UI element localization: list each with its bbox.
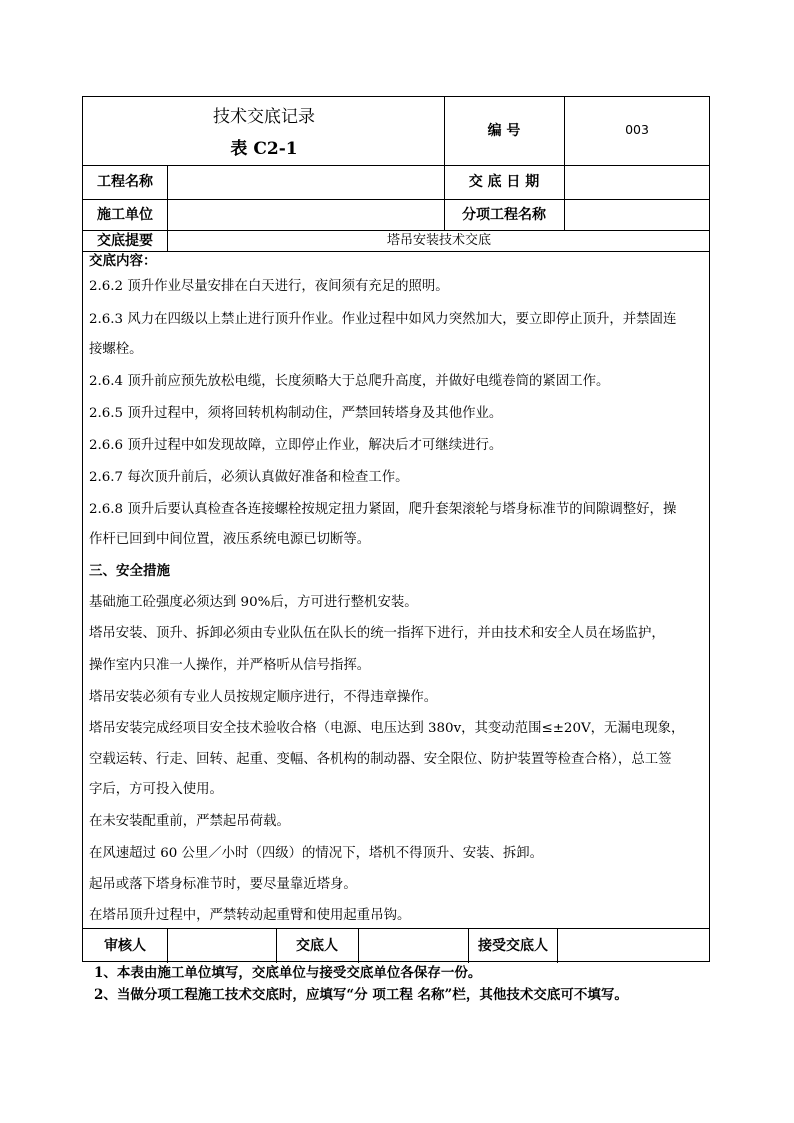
safety-line: 塔吊安装、顶升、拆卸必须由专业队伍在队长的统一指挥下进行，并由技术和安全人员在场监护， [89,626,665,641]
safety-line: 塔吊安装完成经项目安全技术验收合格（电源、电压达到 380v，其变动范围≤±20V，无漏电现象， [89,721,685,736]
safety-line: 在塔吊顶升过程中，严禁转动起重臂和使用起重吊钩。 [89,908,411,923]
row-divider [83,230,709,231]
row-divider [83,928,709,929]
sub-project-label: 分项工程名称 [462,207,546,223]
presenter-label: 交底人 [296,938,338,954]
col-divider [167,165,168,251]
safety-line: 塔吊安装必须有专业人员按规定顺序进行，不得违章操作。 [89,690,438,705]
col-divider [167,928,168,963]
safety-line: 在风速超过 60 公里／小时（四级）的情况下，塔机不得顶升、安装、拆卸。 [89,846,544,861]
safety-line: 操作室内只准一人操作，并严格听从信号指挥。 [89,658,371,673]
safety-heading: 三、安全措施 [89,563,170,579]
content-line: 2.6.4 顶升前应预先放松电缆，长度须略大于总爬升高度，并做好电缆卷筒的紧固工作。 [89,374,610,389]
summary-label: 交底提要 [97,233,153,249]
row-divider [83,199,709,200]
col-divider [444,97,445,230]
number-label: 编 号 [487,123,521,139]
content-heading: 交底内容： [89,253,157,269]
safety-line: 空载运转、行走、回转、起重、变幅、各机构的制动器、安全限位、防护装置等检查合格），总工签 [89,752,672,767]
contractor-label: 施工单位 [97,207,153,223]
handover-date-label: 交 底 日 期 [468,174,540,190]
col-divider [557,928,558,963]
content-line: 2.6.8 顶升后要认真检查各连接螺栓按规定扭力紧固，爬升套架滚轮与塔身标准节的间隙调整好，操 [89,502,677,517]
col-divider [276,928,277,963]
project-name-label: 工程名称 [97,174,153,190]
col-divider [468,928,469,963]
reviewer-label: 审核人 [104,938,146,954]
footnote: 2、当做分项工程施工技术交底时，应填写“分 项工程 名称”栏，其他技术交底可不填写。 [94,987,628,1003]
safety-line: 字后，方可投入使用。 [89,782,223,797]
safety-line: 基础施工砼强度必须达到 90%后，方可进行整机安装。 [89,595,418,610]
content-line: 2.6.2 顶升作业尽量安排在白天进行，夜间须有充足的照明。 [89,279,449,294]
content-line: 接螺栓。 [89,342,143,357]
technical-handover-form [82,96,710,962]
receiver-label: 接受交底人 [478,938,548,954]
row-divider [83,165,709,166]
number-value: 003 [625,122,649,137]
content-line: 2.6.5 顶升过程中，须将回转机构制动住，严禁回转塔身及其他作业。 [89,406,503,421]
content-line: 作杆已回到中间位置，液压系统电源已切断等。 [89,532,371,547]
summary-value: 塔吊安装技术交底 [386,233,492,248]
content-line: 2.6.3 风力在四级以上禁止进行顶升作业。作业过程中如风力突然加大，要立即停止顶升，并禁固连 [89,312,677,327]
form-number-code: 表 C2-1 [230,139,298,159]
content-line: 2.6.7 每次顶升前后，必须认真做好准备和检查工作。 [89,470,409,485]
col-divider [358,928,359,963]
safety-line: 在未安装配重前，严禁起吊荷载。 [89,814,290,829]
footnote: 1、本表由施工单位填写，交底单位与接受交底单位各保存一份。 [94,965,482,981]
content-line: 2.6.6 顶升过程中如发现故障，立即停止作业，解决后才可继续进行。 [89,438,503,453]
form-title: 技术交底记录 [213,107,315,127]
col-divider [564,97,565,230]
row-divider [83,251,709,252]
safety-line: 起吊或落下塔身标准节时，要尽量靠近塔身。 [89,877,357,892]
